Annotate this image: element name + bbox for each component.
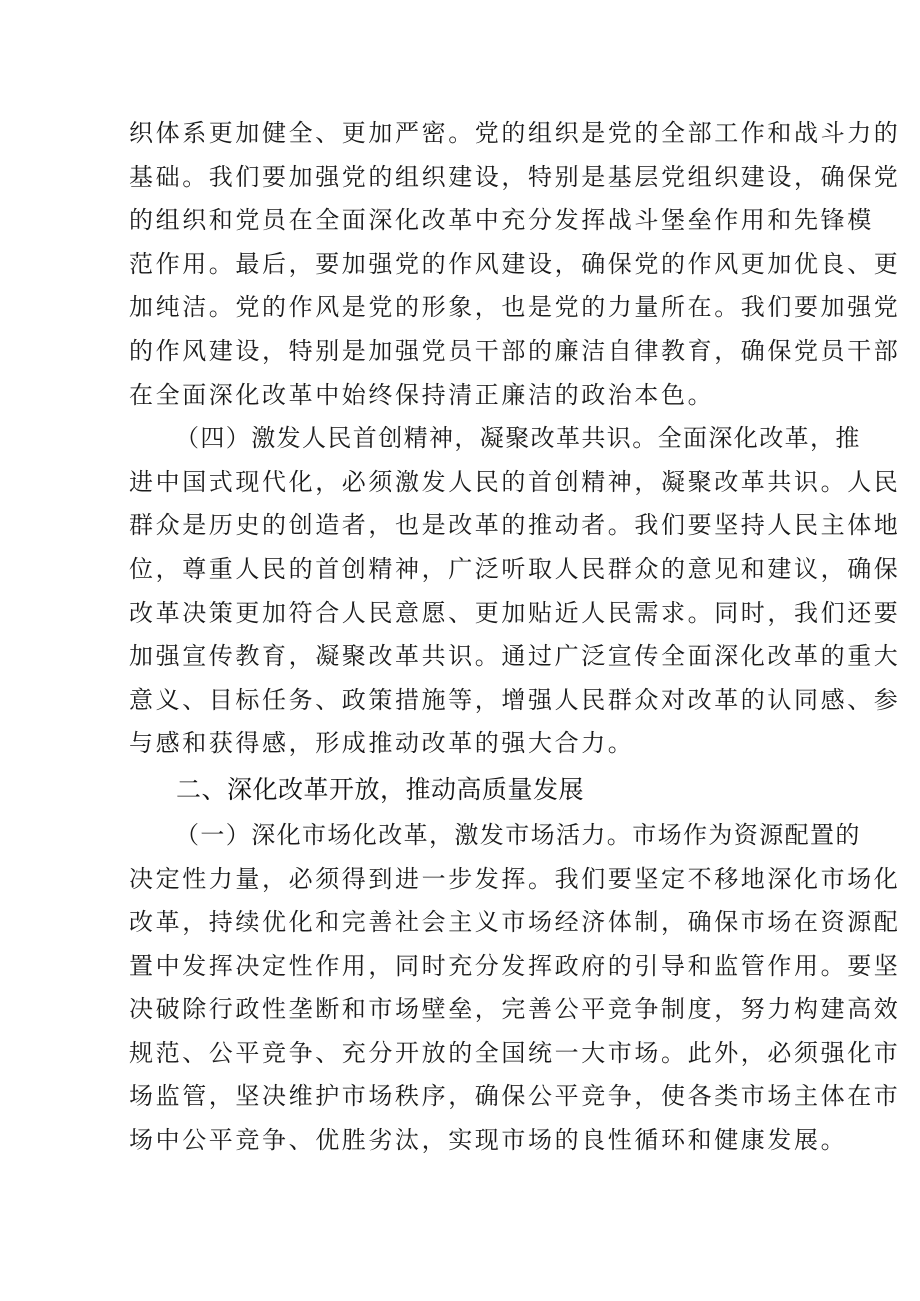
text-line: 进中国式现代化，必须激发人民的首创精神，凝聚改革共识。人民 <box>129 467 901 496</box>
text-line: 加强宣传教育，凝聚改革共识。通过广泛宣传全面深化改革的重大 <box>129 642 901 671</box>
text-line: 场监管，坚决维护市场秩序，确保公平竞争，使各类市场主体在市 <box>129 1082 901 1111</box>
text-line: 决定性力量，必须得到进一步发挥。我们要坚定不移地深化市场化 <box>129 864 901 893</box>
text-line: 基础。我们要加强党的组织建设，特别是基层党组织建设，确保党 <box>129 162 901 191</box>
text-line: 位，尊重人民的首创精神，广泛听取人民群众的意见和建议，确保 <box>129 554 901 583</box>
text-line: 意义、目标任务、政策措施等，增强人民群众对改革的认同感、参 <box>129 685 901 714</box>
text-line: 场中公平竞争、优胜劣汰，实现市场的良性循环和健康发展。 <box>129 1126 848 1155</box>
text-line: 置中发挥决定性作用，同时充分发挥政府的引导和监管作用。要坚 <box>129 951 901 980</box>
section-heading: 二、深化改革开放，推动高质量发展 <box>176 774 585 804</box>
text-line: 在全面深化改革中始终保持清正廉洁的政治本色。 <box>129 380 715 409</box>
text-line: 的组织和党员在全面深化改革中充分发挥战斗堡垒作用和先锋模 <box>129 206 874 235</box>
text-line: 加纯洁。党的作风是党的形象，也是党的力量所在。我们要加强党 <box>129 293 901 322</box>
text-line: 织体系更加健全、更加严密。党的组织是党的全部工作和战斗力的 <box>129 119 901 147</box>
text-line: 的作风建设，特别是加强党员干部的廉洁自律教育，确保党员干部 <box>129 336 901 365</box>
body-text <box>129 112 901 1163</box>
paragraph-first-line: （一）深化市场化改革，激发市场活力。市场作为资源配置的 <box>175 820 861 849</box>
text-line: 范作用。最后，要加强党的作风建设，确保党的作风更加优良、更 <box>129 249 901 278</box>
text-line: 与感和获得感，形成推动改革的强大合力。 <box>129 729 635 758</box>
paragraph-first-line: （四）激发人民首创精神，凝聚改革共识。全面深化改革，推 <box>175 424 861 453</box>
text-line: 规范、公平竞争、充分开放的全国统一大市场。此外，必须强化市 <box>129 1038 901 1067</box>
text-line: 改革决策更加符合人民意愿、更加贴近人民需求。同时，我们还要 <box>129 598 901 627</box>
text-line: 改革，持续优化和完善社会主义市场经济体制，确保市场在资源配 <box>129 908 901 937</box>
text-line: 决破除行政性垄断和市场壁垒，完善公平竞争制度，努力构建高效 <box>129 995 901 1024</box>
text-line: 群众是历史的创造者，也是改革的推动者。我们要坚持人民主体地 <box>129 511 901 540</box>
